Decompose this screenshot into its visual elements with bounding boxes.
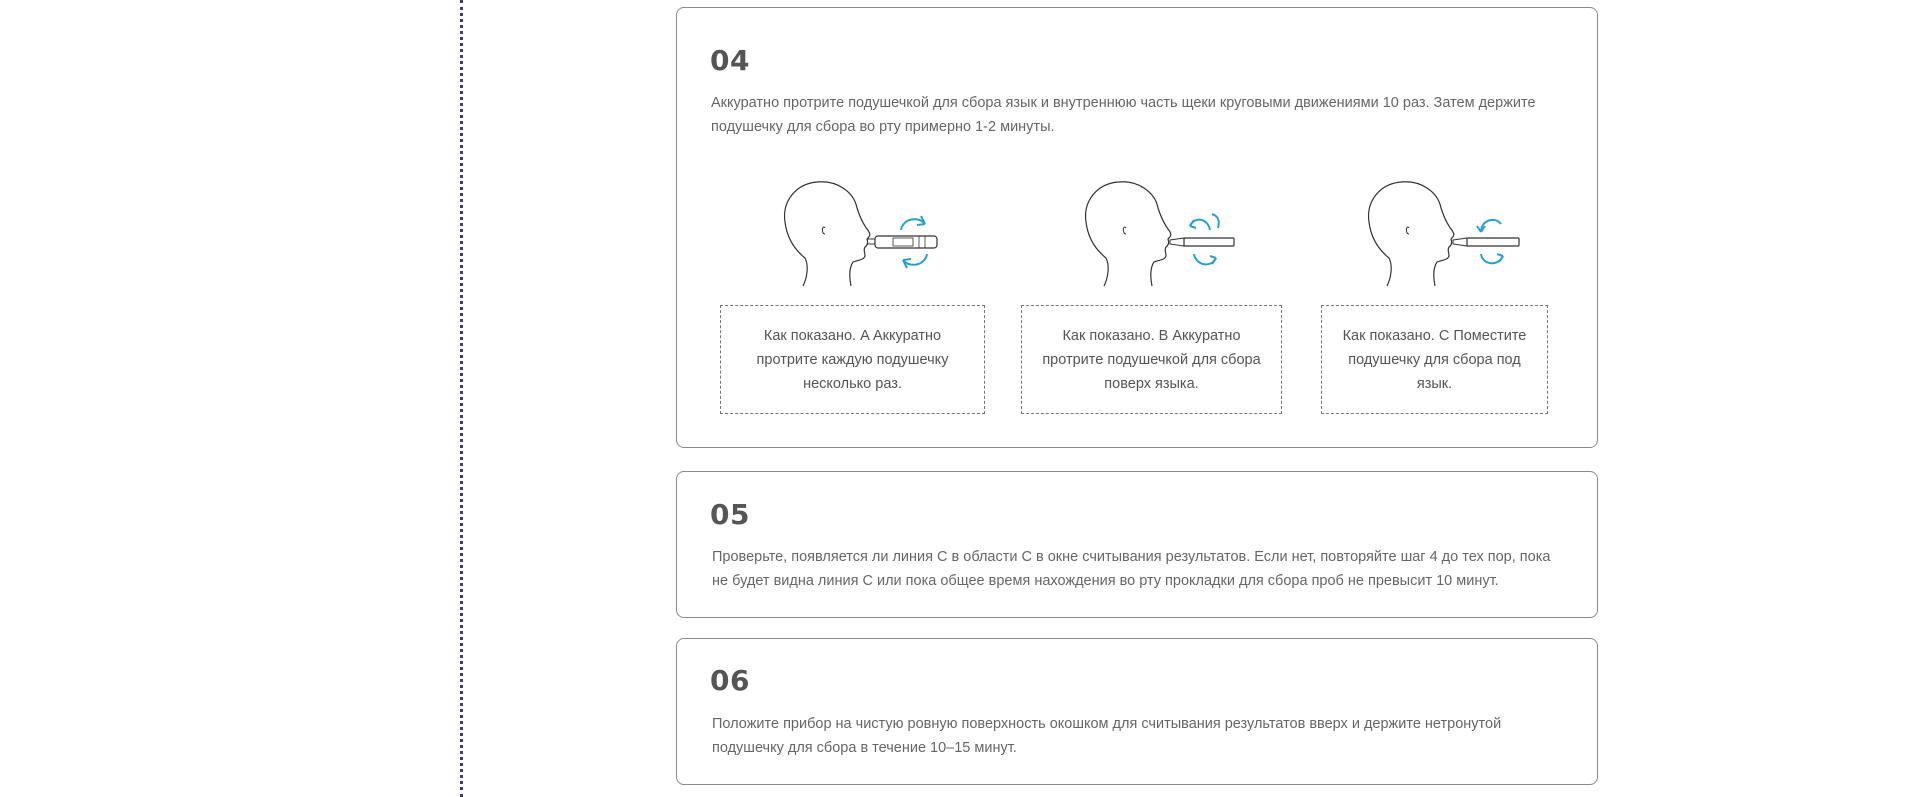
illustration-caption-a: [720, 305, 985, 414]
illustration-caption-c: [1321, 305, 1548, 414]
timeline-dotted-line: [460, 0, 463, 797]
step-number: 05: [710, 498, 750, 531]
caption-text: Как показано. В Аккуратно протрите подушечкой для сбора поверх языка.: [1042, 327, 1261, 392]
step-card-06: [676, 638, 1598, 785]
caption-text: Как показано. A Аккуратно протрите каждую подушечку несколько раз.: [756, 327, 949, 392]
head-swab-tongue-icon: [1080, 168, 1260, 293]
illustration-caption-b: [1021, 305, 1282, 414]
step-card-05: [676, 471, 1598, 618]
step-number: 06: [710, 664, 750, 697]
step-number: 04: [710, 44, 750, 77]
head-swab-cheek-icon: [779, 168, 959, 293]
step-description: Аккуратно протрите подушечкой для сбора язык и внутреннюю часть щеки круговыми движениями 10 раз. Затем держите подушечку для сбора во рту примерно 1-2 минуты.: [711, 95, 1536, 135]
step-card-04: [676, 7, 1598, 448]
step-description: Положите прибор на чистую ровную поверхность окошком для считывания результатов вверх и держите нетронутой подушечку для сбора в течение 10–15 минут.: [712, 716, 1502, 756]
caption-text: Как показано. С Поместите подушечку для сбора под язык.: [1342, 327, 1527, 392]
step-description: Проверьте, появляется ли линия C в области C в окне считывания результатов. Если нет, повторяйте шаг 4 до тех пор, пока не будет видна линия C или пока общее время нахождения во рту прокладки для сбора проб не превысит 10 минут.: [712, 549, 1551, 589]
head-swab-under-tongue-icon: [1363, 168, 1543, 293]
